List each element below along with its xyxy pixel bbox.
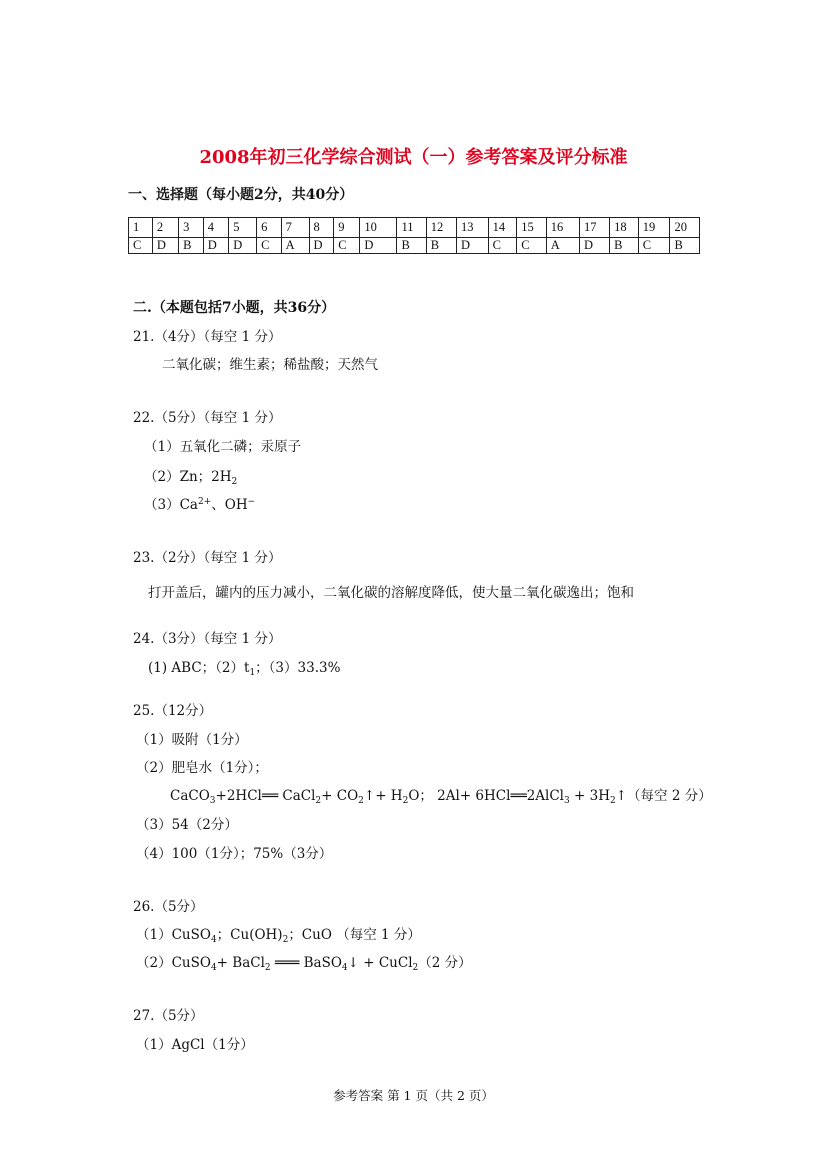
- answer-cell: A: [281, 238, 309, 254]
- page-title: 2008年初三化学综合测试（一）参考答案及评分标准: [199, 147, 628, 168]
- answer-cell: B: [610, 238, 639, 254]
- answer-cell: B: [397, 238, 426, 254]
- question-number-cell: 1: [129, 218, 153, 238]
- question-number-cell: 12: [426, 218, 456, 238]
- question-number-cell: 2: [152, 218, 178, 238]
- question-number-cell: 15: [517, 218, 546, 238]
- answer-cell: D: [203, 238, 229, 254]
- answer-cell: C: [129, 238, 153, 254]
- q21-answer: 二氧化碳；维生素；稀盐酸；天然气: [162, 357, 378, 373]
- answer-cell: D: [579, 238, 609, 254]
- q22-answer-3: $(3)Ca^{2+}$、OH−: [144, 497, 256, 513]
- answer-cell: B: [179, 238, 204, 254]
- question-number-cell: 18: [610, 218, 639, 238]
- answer-cell: C: [488, 238, 517, 254]
- question-number-cell: 9: [334, 218, 360, 238]
- answer-cell: C: [334, 238, 360, 254]
- q22-heading: 22.（5分）（每空 1 分）: [133, 410, 282, 426]
- q22-answer-1: （1）五氧化二磷；汞原子: [144, 439, 302, 455]
- question-number-cell: 3: [179, 218, 204, 238]
- answer-cell: C: [257, 238, 282, 254]
- q27-heading: 27.（5分）: [133, 1008, 204, 1024]
- answer-cell: C: [517, 238, 546, 254]
- q25-equations: CaCO$_3$+2HCl══ CaCl$_2$+ $CO_2↑+ H_2O$； 2Al+ 6HCl══2AlCl$_3$ + $3H_2↑$（每空 2 分）: [170, 788, 712, 806]
- answer-cell: B: [670, 238, 700, 254]
- question-number-cell: 11: [397, 218, 426, 238]
- answer-table: [128, 217, 700, 254]
- answer-cell: A: [546, 238, 579, 254]
- q24-answer: (1) ABC；$(2)t_1$；（3）33.3%: [148, 660, 341, 678]
- q25-heading: 25.（12分）: [133, 703, 213, 719]
- q25-answer-4: （4）100（1分）；75%（3分）: [136, 846, 333, 862]
- q26-answer-2: （2）CuSO$_4$+ BaCl$_2$ ═══ BaSO$_4$↓ + CuCl$_2$（2 分）: [136, 955, 472, 973]
- q26-answer-1: （1）CuSO$_4$；$Cu(OH)_2$；CuO （每空 1 分）: [136, 927, 421, 945]
- question-number-cell: 19: [638, 218, 670, 238]
- answer-cell: D: [229, 238, 257, 254]
- q25-answer-1: （1）吸附（1分）: [136, 732, 248, 748]
- question-number-cell: 17: [579, 218, 609, 238]
- section-1-heading: 一、选择题（每小题2分，共40分）: [128, 187, 354, 203]
- question-number-row: [129, 218, 700, 238]
- q26-heading: 26.（5分）: [133, 899, 204, 915]
- page-footer: 参考答案 第 1 页（共 2 页）: [333, 1088, 494, 1103]
- answer-cell: D: [360, 238, 397, 254]
- q21-heading: 21.（4分）（每空 1 分）: [133, 329, 282, 345]
- q25-answer-3: （3）54（2分）: [136, 817, 238, 833]
- answer-cell: D: [152, 238, 178, 254]
- question-number-cell: 7: [281, 218, 309, 238]
- question-number-cell: 20: [670, 218, 700, 238]
- section-2-heading: 二.（本题包括7小题，共36分）: [133, 300, 336, 316]
- answer-cell: D: [456, 238, 488, 254]
- question-number-cell: 14: [488, 218, 517, 238]
- question-number-cell: 8: [309, 218, 334, 238]
- q27-answer-1: （1）AgCl（1分）: [136, 1037, 254, 1053]
- question-number-cell: 6: [257, 218, 282, 238]
- q23-heading: 23.（2分）（每空 1 分）: [133, 550, 282, 566]
- question-number-cell: 13: [456, 218, 488, 238]
- question-number-cell: 4: [203, 218, 229, 238]
- question-number-cell: 16: [546, 218, 579, 238]
- answer-cell: B: [426, 238, 456, 254]
- q24-heading: 24.（3分）（每空 1 分）: [133, 631, 282, 647]
- question-number-cell: 5: [229, 218, 257, 238]
- q25-answer-2: （2）肥皂水（1分）；: [136, 760, 268, 776]
- answer-row: [129, 238, 700, 254]
- q23-answer: 打开盖后，罐内的压力减小，二氧化碳的溶解度降低，使大量二氧化碳逸出；饱和: [148, 585, 634, 601]
- answer-cell: D: [309, 238, 334, 254]
- q22-answer-2: （2）Zn；$2H_2$: [144, 469, 238, 487]
- question-number-cell: 10: [360, 218, 397, 238]
- answer-cell: C: [638, 238, 670, 254]
